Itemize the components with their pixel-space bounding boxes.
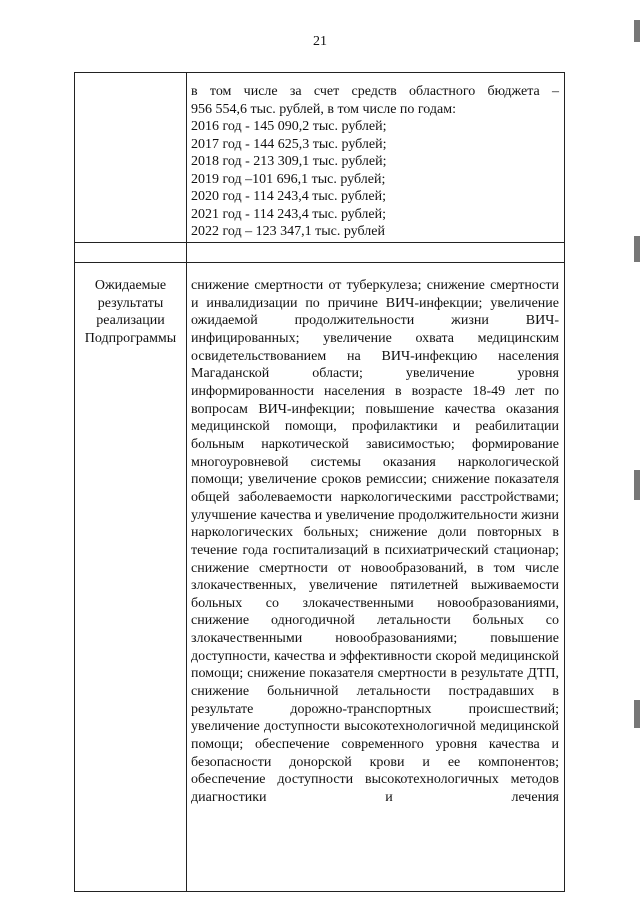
funding-line: в том числе за счет средств областного бюджета –: [191, 84, 559, 99]
scan-artifact: [634, 236, 640, 262]
funding-line: 2018 год - 213 309,1 тыс. рублей;: [191, 154, 387, 169]
scan-artifact: [634, 20, 640, 42]
funding-line: 956 554,6 тыс. рублей, в том числе по годам:: [191, 101, 456, 117]
funding-line: 2017 год - 144 625,3 тыс. рублей;: [191, 136, 387, 152]
funding-line: 2022 год – 123 347,1 тыс. рублей: [191, 224, 385, 239]
column-divider: [186, 73, 187, 891]
page-number: 21: [313, 34, 327, 49]
subprogram-table: [74, 72, 565, 892]
funding-cell: [191, 83, 559, 241]
section-label: Ожидаемые результаты реализации Подпрограммы: [84, 278, 177, 346]
section-text: снижение смертности от туберкулеза; снижение смертности и инвалидизации по причине ВИЧ-инфекции; увеличение ожидаемой продолжительности жизни ВИЧ-инфицированных; увеличение охвата медицинским освидетельствованием на ВИЧ-инфекцию населения Магаданской области; увеличение уровня информированности населения в возрасте 18-49 лет по вопросам ВИЧ-инфекции; повышение качества оказания медицинской помощи, профилактики и реабилитации больным наркотической зависимостью; формирование многоуровневой системы оказания наркологической помощи; увеличение сроков ремиссии; снижение показателя общей заболеваемости наркологическими расстройствами; улучшение качества и увеличение продолжительности жизни наркологических больных; снижение доли повторных в течение года госпитализаций в психиатрический стационар; снижение смертности от новообразований, в том числе злокачественных, увеличение пятилетней выживаемости больных со злокачественными новообразованиями, снижение одногодичной летальности больных со злокачественными новообразованиями; повышение доступности, качества и эффективности скорой медицинской помощи; снижение показателя смертности в результате ДТП, снижение больничной летальности пострадавших в результате дорожно-транспортных происшествий; увеличение доступности высокотехнологичной медицинской помощи; обеспечение современного уровня качества и безопасности донорской крови и ее компонентов; обеспечение доступности высокотехнологичных методов диагностики и лечения: [191, 278, 559, 806]
row-divider: [75, 242, 564, 243]
scan-artifact: [634, 700, 640, 728]
funding-line: 2021 год - 114 243,4 тыс. рублей;: [191, 206, 386, 222]
funding-line: 2016 год - 145 090,2 тыс. рублей;: [191, 119, 387, 134]
scan-artifact: [634, 470, 640, 500]
funding-line: 2020 год - 114 243,4 тыс. рублей;: [191, 189, 386, 204]
funding-line: 2019 год –101 696,1 тыс. рублей;: [191, 171, 386, 187]
row-divider: [75, 262, 564, 263]
